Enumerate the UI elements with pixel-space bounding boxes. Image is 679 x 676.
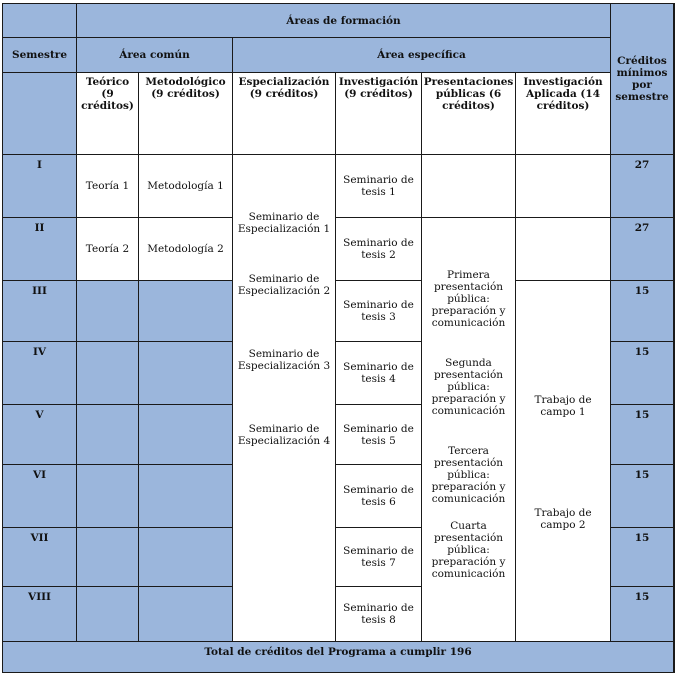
- col-metodologico-header: Metodológico (9 créditos): [139, 73, 233, 155]
- trabajo-campo-item: Trabajo de campo 2: [534, 507, 592, 531]
- empty-cell: [77, 465, 139, 528]
- teorico-cell: Teoría 2: [77, 218, 139, 281]
- empty-cell: [77, 281, 139, 342]
- metodologico-cell: Metodología 2: [139, 218, 233, 281]
- credits-cell: 27: [611, 155, 674, 218]
- investigacion-cell: Seminario de tesis 7: [336, 528, 422, 587]
- credits-cell: 15: [611, 528, 674, 587]
- area-especifica-header: Área específica: [233, 38, 611, 73]
- teorico-cell: Teoría 1: [77, 155, 139, 218]
- col-teorico-header: Teórico (9 créditos): [77, 73, 139, 155]
- especializacion-cell: [233, 155, 336, 642]
- credits-cell: 27: [611, 218, 674, 281]
- area-comun-header: Área común: [77, 38, 233, 73]
- corner-cell: [3, 4, 77, 38]
- investigacion-cell: Seminario de tesis 5: [336, 405, 422, 465]
- col-presentaciones-header: Presentaciones públicas (6 créditos): [422, 73, 516, 155]
- metodologico-cell: Metodología 1: [139, 155, 233, 218]
- especializacion-item: Seminario de Especialización 1: [237, 211, 331, 235]
- credits-cell: 15: [611, 281, 674, 342]
- credits-cell: 15: [611, 465, 674, 528]
- col-especializacion-header: Especialización (9 créditos): [233, 73, 336, 155]
- semester-label: VI: [3, 465, 77, 528]
- curriculum-table: [2, 3, 675, 673]
- semester-label: II: [3, 218, 77, 281]
- presentacion-item: Tercera presentación pública: preparación y comunicación: [431, 445, 506, 505]
- presentacion-item: Cuarta presentación pública: preparación y comunicación: [431, 520, 506, 580]
- investigacion-cell: Seminario de tesis 1: [336, 155, 422, 218]
- semester-label: III: [3, 281, 77, 342]
- empty-cell: [139, 342, 233, 405]
- semester-label: VIII: [3, 587, 77, 642]
- empty-cell: [139, 281, 233, 342]
- investigacion-cell: Seminario de tesis 4: [336, 342, 422, 405]
- investigacion-cell: Seminario de tesis 2: [336, 218, 422, 281]
- presentacion-item: Segunda presentación pública: preparación y comunicación: [431, 357, 506, 417]
- especializacion-item: Seminario de Especialización 2: [237, 273, 331, 297]
- semester-label: I: [3, 155, 77, 218]
- especializacion-item: Seminario de Especialización 4: [237, 423, 331, 447]
- investigacion-cell: Seminario de tesis 8: [336, 587, 422, 642]
- col-inv-aplicada-header: Investigación Aplicada (14 créditos): [516, 73, 611, 155]
- empty-cell: [139, 587, 233, 642]
- empty-cell: [139, 465, 233, 528]
- empty-cell: [139, 528, 233, 587]
- empty-cell: [77, 587, 139, 642]
- col-investigacion-header: Investigación (9 créditos): [336, 73, 422, 155]
- trabajo-campo-item: Trabajo de campo 1: [534, 394, 592, 418]
- semester-label: IV: [3, 342, 77, 405]
- presentaciones-cell: [422, 218, 516, 642]
- credits-cell: 15: [611, 587, 674, 642]
- inv-aplicada-cell: [516, 281, 611, 642]
- investigacion-cell: Seminario de tesis 3: [336, 281, 422, 342]
- empty-cell: [77, 528, 139, 587]
- semestre-header: Semestre: [3, 38, 77, 73]
- presentacion-item: Primera presentación pública: preparación y comunicación: [431, 269, 506, 329]
- total-credits-footer: Total de créditos del Programa a cumplir 196: [3, 642, 674, 672]
- credits-cell: 15: [611, 405, 674, 465]
- areas-formacion-header: Áreas de formación: [77, 4, 611, 38]
- creditos-minimos-header: Créditos mínimos por semestre: [611, 4, 674, 155]
- empty-cell: [77, 405, 139, 465]
- empty-cell: [77, 342, 139, 405]
- especializacion-item: Seminario de Especialización 3: [237, 348, 331, 372]
- semester-label: VII: [3, 528, 77, 587]
- semestre-header-blank: [3, 73, 77, 155]
- presentaciones-empty-cell: [422, 155, 516, 218]
- inv-aplicada-empty-cell: [516, 155, 611, 218]
- semester-label: V: [3, 405, 77, 465]
- inv-aplicada-empty-cell: [516, 218, 611, 281]
- credits-cell: 15: [611, 342, 674, 405]
- investigacion-cell: Seminario de tesis 6: [336, 465, 422, 528]
- empty-cell: [139, 405, 233, 465]
